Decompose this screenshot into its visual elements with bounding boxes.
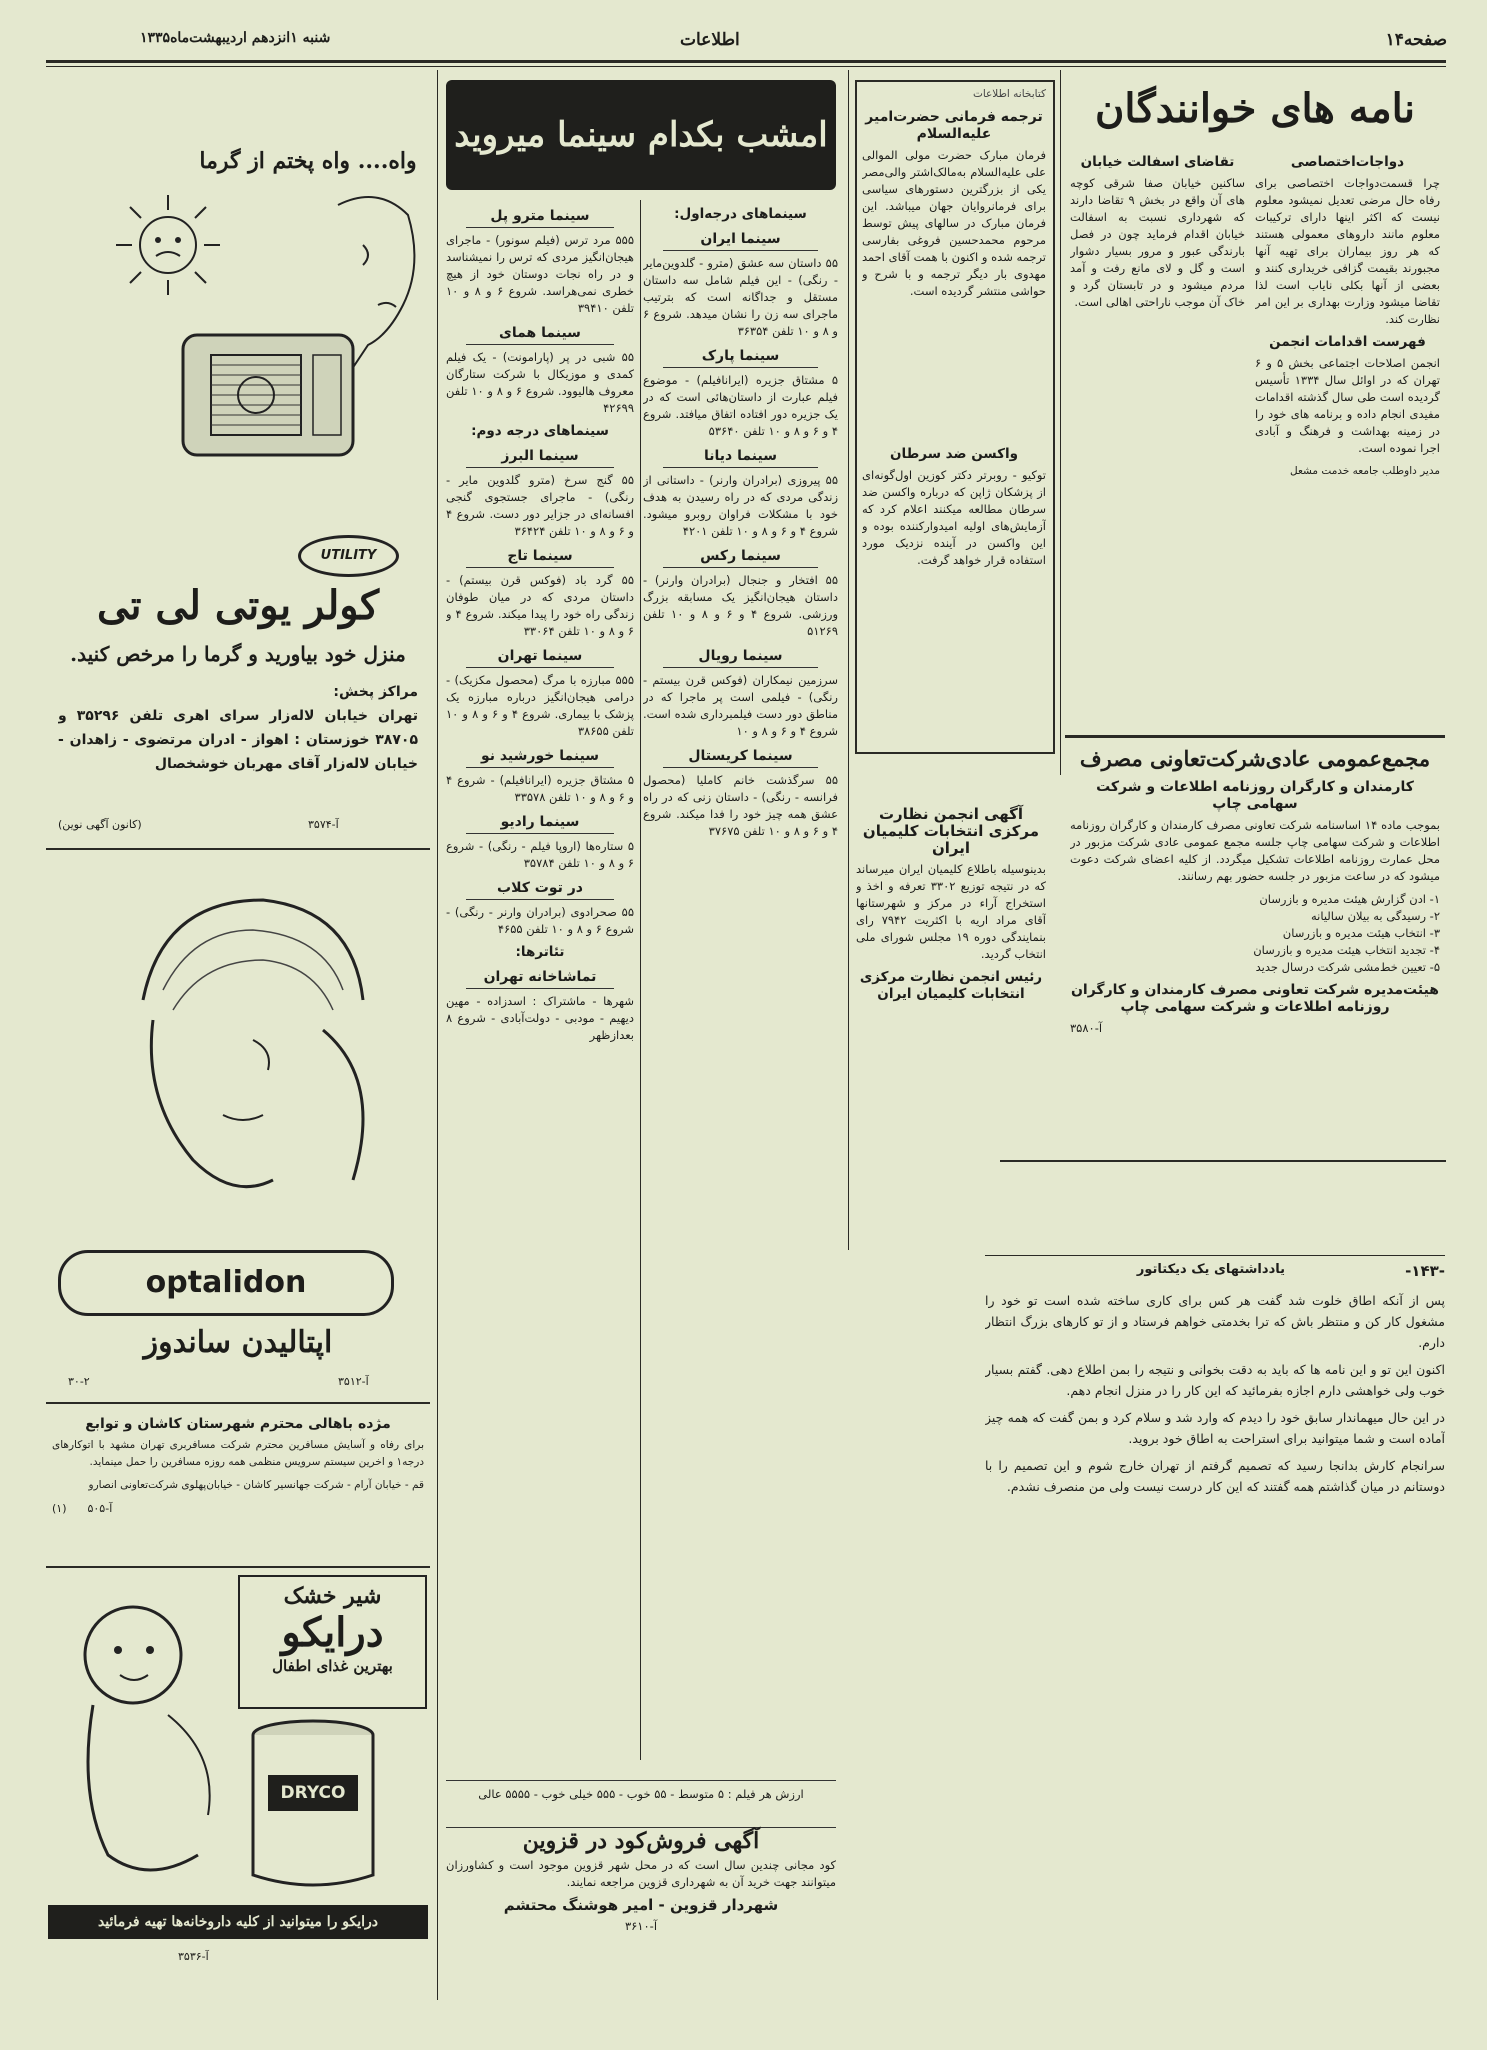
cinema-right-column [643,200,838,1740]
cooler-headline: واه.... واه پختم از گرما [199,148,417,174]
cinema-banner [446,80,836,190]
cinema-listing: ۵۵۵ مرد ترس (فیلم سونور) - ماجرای هیجان‌انگیز مردی که ترس را نمیشناسد و در راه نجات دوستان خود از هیچ خطری نمی‌هراسد. شروع ۶ و ۸ و ۱۰ تلفن ۳۹۴۱۰ [446,233,634,315]
air-cooler-illustration [173,320,363,470]
header-rule-thin [46,66,1446,67]
letter-heading: فهرست اقدامات انجمن [1269,334,1426,350]
dryco-code: آ-۳۵۳۶ [178,1950,209,1963]
letter-heading: تقاضای اسفالت خیابان [1080,154,1235,170]
first-class-label: سینماهای درجه‌اول: [674,206,807,222]
cooler-slogan: منزل خود بیاورید و گرما را مرخص کنید. [70,642,406,666]
cinema-left-column [446,200,634,1740]
page-number: صفحه۱۴ [1385,30,1447,50]
travel-title: مژده باهالی محترم شهرستان کاشان و توابع [85,1416,391,1432]
cinema-name: سینما کریستال [663,748,818,768]
column-divider [437,70,438,2000]
dryco-sign [238,1575,427,1709]
cinema-name: سینما پارک [663,348,818,368]
cinema-listing: ۵۵ صحرا‌دوی (برادران وارنر - رنگی) - شروع ۶ و ۸ و ۱۰ تلفن ۴۶۵۵ [446,905,634,936]
dryco-title: درایکو [281,1609,384,1656]
theatre-label: تئاترها: [515,944,565,960]
vaccine-title: واکسن ضد سرطان [890,446,1018,462]
cinema-name: سینما تهران [466,648,614,668]
coop-agenda-item: ۲- رسیدگی به بیلان سالیانه [1310,909,1440,923]
cinema-listing: ۵۵ داستان سه عشق (مترو - گلدوین‌مایر - رنگی) - این فیلم شامل سه داستان مستقل و جداگانه است که بترتیب ماجرای سه زن را نشان میدهد. شروع ۶ و ۸ و ۱۰ تلفن ۳۶۳۵۴ [643,256,838,338]
qazvin-notice [446,1825,836,1995]
coop-code: آ-۳۵۸۰ [1070,1021,1103,1035]
coop-agenda-item: ۳- انتخاب هیئت مدیره و بازرسان [1282,926,1440,940]
travel-body: برای رفاه و آسایش مسافرین محترم شرکت مسافربری تهران مشهد با اتوکارهای درجه۱ و اخرین سیستم سرویس منظمی همه روزه مسافرین را حمل مینماید. [52,1439,424,1468]
cinema-name: سینما تاج [466,548,614,568]
cinema-listing: ۵ ستاره‌ها (اروپا فیلم - رنگی) - شروع ۶ و ۸ و ۱۰ تلفن ۳۵۷۸۴ [446,839,634,870]
letter-body: چرا قسمت‌دواجات اختصاصی برای رفاه حال مرضی تعدیل نمیشود معلوم نیست که اکثر اینها دارای ترکیبات معلوم مانند داروهای معمولی هستند که هر روز بیماران برای تهیه آنها مجبورند بقیمت گزافی خریداری کنند و بعضی از آنها بکلی نایاب است لذا تقاضا میشود وزارت بهداری بر این امر نظارت کند. [1255,176,1440,326]
letters-title: نامه‌ های خوانندگان [1095,85,1415,132]
letter-heading: دواجات‌اختصاصی [1290,154,1405,170]
cinema-name: سینما رکس [663,548,818,568]
theatre-listing: شهرها - ماشتراک : اسدزاده - مهین دیهیم - مودبی - دولت‌آبادی - شروع ۸ بعدازظهر [446,994,634,1042]
qazvin-title: آگهی فروش‌کود در قزوین [522,1828,760,1854]
cinema-listing: ۵۵۵ مبارزه با مرگ (محصول مکزیک) - درامی هیجان‌انگیز درباره مبارزه یک پزشک با بیماری. شروع ۴ و ۶ و ۸ و ۱۰ تلفن ۳۸۶۵۵ [446,673,634,738]
coop-body: بموجب ماده ۱۴ اساسنامه شرکت تعاونی مصرف کارمندان و کارگران روزنامه اطلاعات و شرکت سهامی چاپ جلسه مجمع عمومی عادی شرکت مزبور در محل عمارت روزنامه اطلاعات تشکیل میگردد. از کلیه اعضای شرکت دعوت میشود که در ساعت مزبور در جلسه حضور بهم رسانند. [1070,818,1440,883]
cinema-column-divider [640,200,641,1760]
cinema-listing: سرزمین نیمکاران (فوکس قرن بیستم - رنگی) - فیلمی است پر ماجرا که در مناطق دور دست فیلمبرداری شده است. شروع ۴ و ۶ و ۸ و ۱۰ [643,673,838,738]
library-article [862,86,1046,376]
cooler-code: آ-۳۵۷۴ [308,818,339,831]
election-body: بدینوسیله باطلاع کلیمیان ایران میرساند که در نتیجه توزیع ۳۳۰۲ تعرفه و اخذ و استخراج آراء در مرکز و شهرستانها آقای مراد اریه با اکثریت ۷۹۴۲ رای بنمایندگی دوره ۱۹ مجلس شورای ملی انتخاب گردید. [856,862,1046,961]
qazvin-code: آ-۳۶۱۰ [624,1919,658,1933]
cooler-agency: (کانون آگهی نوین) [58,818,142,831]
cinema-listing: ۵۵ افتخار و جنجال (برادران وارنر) - داستان هیجان‌انگیز یک مسابقه بزرگ ورزشی. شروع ۴ و ۶ و ۸ و ۱۰ تلفن ۵۱۲۶۹ [643,573,838,638]
column-divider [848,70,849,1250]
cinema-listing: ۵ مشتاق جزیره (ایرانافیلم) - موضوع فیلم عبارت از داستان‌هائی است که در یک جزیره دور افتاده اتفاق میافتد. شروع ۴ و ۶ و ۸ و ۱۰ تلفن ۵۳۶۴۰ [643,373,838,438]
memoir-rule [985,1255,1445,1256]
memoir-paragraph: سرانجام کارش بدانجا رسید که تصمیم گرفتم از تهران خارج شوم و این تصمیم را با دوستانم در میان گذاشتم همه گفتند که این کار درست نیست ولی من منصرف نشدم. [985,1458,1445,1494]
cinema-name: سینما رویال [663,648,818,668]
optalidon-num: ۳۰-۲ [68,1375,90,1388]
library-title: ترجمه فرمانی حضرت‌امیر علیه‌السلام [865,109,1043,142]
cinema-name: در توت کلاب [466,880,614,900]
coop-signature: هیئت‌مدیره شرکت تعاونی مصرف کارمندان و کارگران روزنامه اطلاعات و شرکت سهامی چاپ [1070,982,1440,1015]
ad-divider [46,1402,430,1404]
ad-divider [46,848,430,850]
cooler-ad [48,80,428,840]
cinema-name: سینما البرز [466,448,614,468]
cinema-name: سینما مترو پل [466,208,614,228]
baby-illustration [58,1595,238,1895]
memoir-paragraph: اکنون این تو و این نامه ها که باید به دقت بخوانی و نتیجه را بمن اطلاع دهی. گفتم بسیار خوب ولی خواهشی دارم اجازه بفرمائید که این کار را در منزل انجام دهم. [985,1362,1445,1398]
travel-code: آ-۵۰۵ [87,1502,113,1515]
cooler-centers: تهران خیابان لاله‌زار سرای اهری تلفن ۳۵۲۹۶ و ۳۸۷۰۵ خوزستان : اهواز - ادران مرتضوی - زاهدان - خیابان لاله‌زار آقای مهربان خوشخصال [58,708,418,772]
cinema-listing: ۵۵ پیروزی (برادران وارنر) - داستانی از زندگی مردی که در راه رسیدن به هدف خود با مشکلات فراوان روبرو میشود. شروع ۴ و ۶ و ۸ و ۱۰ تلفن ۴۲۰۱ [643,473,838,538]
page-header [0,28,1487,58]
utility-logo: UTILITY [298,535,399,577]
memoir-number: -۱۴۳- [1405,1262,1445,1280]
travel-address: قم - خیابان آرام - شرکت جهانسیر کاشان - خیابان‌پهلوی شرکت‌تعاونی انصارو [88,1479,424,1491]
newspaper-name: اطلاعات [680,30,740,50]
letter-signature: مدیر داوطلب جامعه خدمت مشعل [1290,465,1440,477]
election-notice [856,800,1046,1130]
letters-column-a [1255,148,1440,718]
qazvin-body: کود مجانی چندین سال است که در محل شهر قزوین موجود است و کشاورزان میتوانند جهت خرید آن به شهرداری قزوین مراجعه نمایند. [446,1858,836,1889]
memoir-body [985,1290,1445,2020]
cinema-name: سینما دیانا [663,448,818,468]
letters-column-b [1070,148,1245,718]
optalidon-code: آ-۳۵۱۲ [338,1375,369,1388]
header-rule [46,60,1446,63]
woman-head-illustration [103,880,393,1210]
cinema-listing: ۵۵ سرگذشت خانم کاملیا (محصول فرانسه - رنگی) - داستان زنی که در راه عشق همه چیز خود را فدا میکند. شروع ۴ و ۶ و ۸ و ۱۰ تلفن ۳۷۶۷۵ [643,773,838,838]
section-rule [1000,1160,1446,1162]
cinema-listing: ۵۵ شبی در پر (پارامونت) - یک فیلم کمدی و موزیکال با شرکت ستارگان معروف هالیوود. شروع ۶ و ۸ و ۱۰ تلفن ۴۲۶۹۹ [446,350,634,415]
dryco-strip: درایکو را میتوانید از کلیه داروخانه‌ها تهیه فرمائید [48,1905,428,1939]
coop-agenda-item: ۵- تعیین خط‌مشی شرکت درسال جدید [1255,960,1440,974]
memoir-header [985,1262,1445,1284]
cooperative-notice [1070,745,1440,1155]
cinema-name: سینما ایران [663,231,818,251]
dryco-ad [48,1575,428,2005]
coop-agenda-item: ۴- تجدید انتخاب هیئت مدیره و بازرسان [1253,943,1440,957]
library-label: کتابخانه اطلاعات [972,88,1046,100]
sun-icon [108,190,228,300]
memoir-paragraph: پس از آنکه اطاق خلوت شد گفت هر کس برای کاری ساخته شده است تو خود را مشغول کار کن و منتظر باش که ترا بخدمتی خواهم فرستاد و از تو کارهای بزرگ انتظار دارم. [985,1293,1445,1350]
memoir-paragraph: در این حال میهماندار سابق خود را دیدم که وارد شد و سلام کرد و بمن گفت که همه چیز آماده است و شما میتوانید برای استراحت به اطاق خود بروید. [985,1410,1445,1446]
cinema-listing: ۵۵ گنج سرخ (مترو گلدوین مایر - رنگی) - ماجرای جستجوی گنجی افسانه‌ای در جزایر دور دست. شروع ۴ و ۶ و ۸ و ۱۰ تلفن ۳۶۴۲۴ [446,473,634,538]
section-rule [1065,735,1445,738]
travel-num: (۱) [52,1502,67,1515]
optalidon-ad [48,860,428,1395]
election-signature: رئیس انجمن نظارت مرکزی انتخابات کلیمیان ایران [859,969,1043,1002]
vaccine-article [862,440,1046,740]
vaccine-body: توکیو - روبرتر دکتر کوزین اول‌گونه‌ای از پزشکان ژاپن که درباره واکسن ضد سرطان مطالعه میکنند اعلام کرد که آزمایش‌های اولیه امیدوارکننده بوده و این واکسن در آینده نزدیک مورد استفاده قرار خواهد گرفت. [862,468,1046,567]
column-divider [1060,70,1061,775]
coop-title: مجمع‌عمومی عادی‌شرکت‌تعاونی مصرف [1079,746,1431,771]
cinema-listing: ۵۵ گرد باد (فوکس قرن بیستم) - داستان مردی که در میان طوفان زندگی راه خود را پیدا میکند. شروع ۴ و ۶ و ۸ و ۱۰ تلفن ۳۳۰۶۴ [446,573,634,638]
letter-body: ساکنین خیابان صفا شرقی کوچه های آن واقع در بخش ۹ تقاضا دارند که شهرداری نسبت به اسفالت خیابان اقدام فرماید چون در فصل بارندگی عبور و مرور بسیار دشوار است و گل و لای مانع رفت و آمد مردم میشود و در تابستان گرد و خاک آن موجب ناراحتی اهالی است. [1070,176,1245,309]
ratings-legend: ارزش هر فیلم : ۵ متوسط - ۵۵ خوب - ۵۵۵ خیلی خوب - ۵۵۵۵ عالی [446,1780,836,1828]
theatre-title: تماشاخانه تهران [466,969,614,989]
cooler-title: کولر یوتی لی تی [96,582,379,629]
cinema-name: سینما همای [466,325,614,345]
optalidon-brand: optalidon [145,1265,307,1300]
coop-agenda-item: ۱- ادن گزارش هیئت مدیره و بازرسان [1259,892,1440,906]
coop-subtitle: کارمندان و کارگران روزنامه اطلاعات و شرکت سهامی چاپ [1096,779,1414,812]
qazvin-signature: شهردار قزوین - امیر هوشنگ محتشم [503,1896,779,1914]
optalidon-pill-logo [58,1250,394,1316]
optalidon-title: اپتالیدن ساندوز [143,1325,333,1360]
cinema-name: سینما رادیو [466,814,614,834]
election-title: آگهی انجمن نظارت مرکزی انتخابات کلیمیان ایران [862,805,1040,857]
letter-body: انجمن اصلاحات اجتماعی بخش ۵ و ۶ تهران که در اوائل سال ۱۳۳۴ تأسیس گردیده است طی سال گذشته اقدامات مفیدی انجام داده و برنامه های خود را در زمینه بهداشت و فرهنگ و آبادی اجرا نموده است. [1255,356,1440,455]
dryco-can-label: DRYCO [280,1783,346,1803]
cinema-banner-text: امشب بکدام سینما میروید [454,115,828,155]
second-class-label: سینماهای درجه دوم: [471,423,609,439]
library-body: فرمان مبارک حضرت مولی الموالی علی علیه‌السلام به‌مالک‌اشتر والی‌مصر یکی از بزرگترین دستورهای سیاسی برای فرمانروایان جهان میباشد. این فرمان مبارک در سالهای پیش توسط مرحوم محمدحسین فروغی بفارسی ترجمه شده و اکنون با همت آقای احمد مهدوی بار دیگر ترجمه و با شرح و حواشی منتشر گردیده است. [862,148,1046,298]
ad-divider [46,1566,430,1568]
cooler-distributors [58,680,418,810]
dryco-slogan: بهترین غذای اطفال [272,1657,393,1675]
kashan-travel-ad [52,1410,424,1560]
cinema-listing: ۵ مشتاق جزیره (ایرانافیلم) - شروع ۴ و ۶ و ۸ و ۱۰ تلفن ۳۳۵۷۸ [446,773,634,804]
memoir-title: یادداشتهای یک دیکتاتور [1136,1262,1285,1277]
dryco-tag: شیر خشک [283,1583,382,1609]
date-line: شنبه ۱انزدهم اردیبهشت‌ماه۱۳۳۵ [140,30,331,46]
cooler-centers-label: مراکز پخش: [333,684,418,700]
cinema-name: سینما خورشید نو [466,748,614,768]
